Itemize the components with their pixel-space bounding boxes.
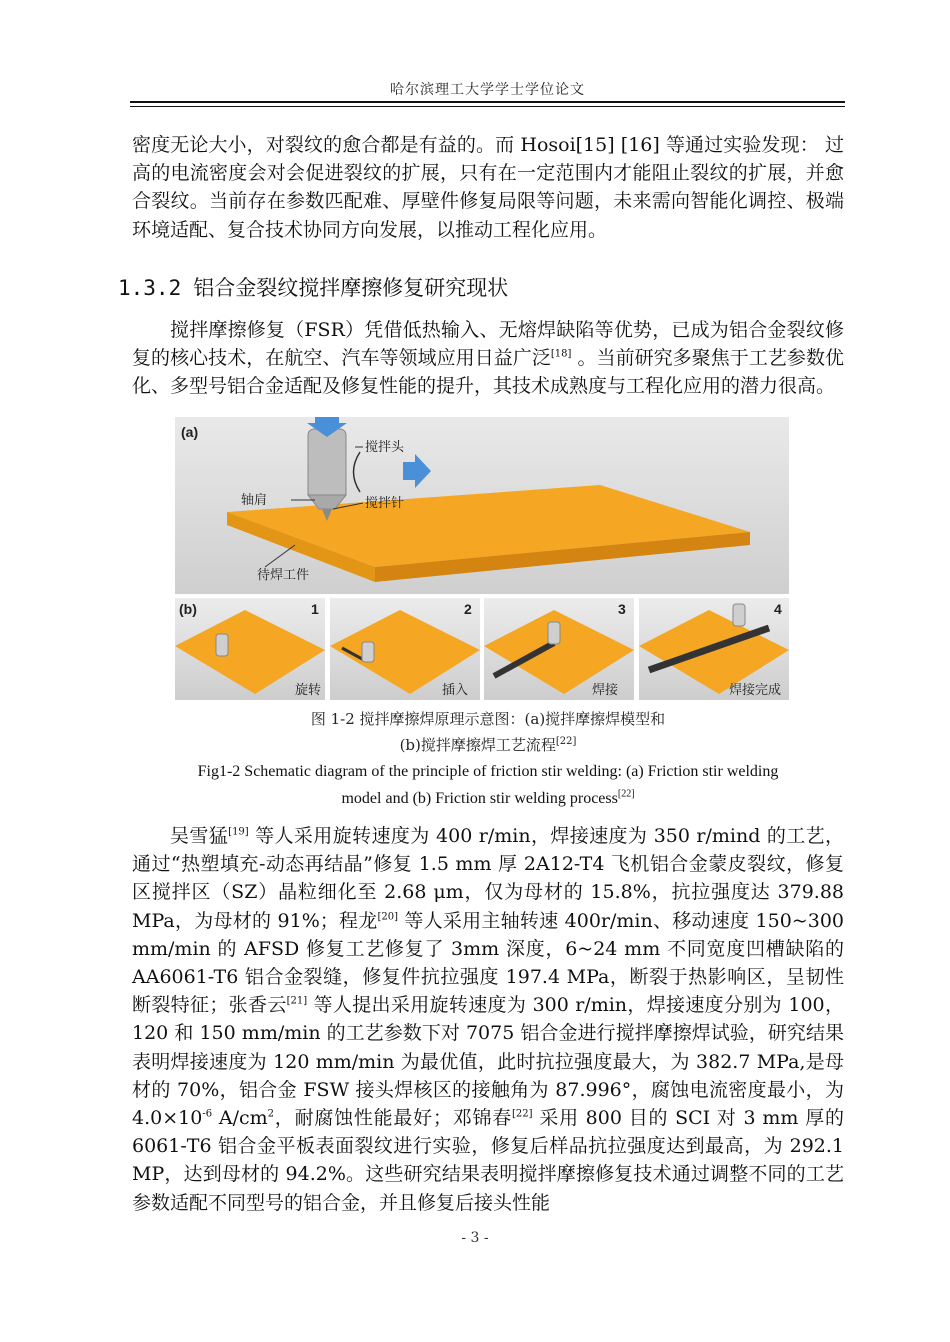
- label-shoulder: 轴肩: [241, 493, 268, 508]
- figure-panel-b: [175, 598, 789, 700]
- step-3-number: 3: [618, 601, 626, 617]
- step-4-plate: [639, 610, 789, 694]
- panel-b-tag: (b): [179, 601, 197, 617]
- caption-zh-line1: 图 1-2 搅拌摩擦焊原理示意图：(a)搅拌摩擦焊模型和: [310, 710, 666, 728]
- caption-en-line1: Fig1-2 Schematic diagram of the principle of friction stir welding: (a) Friction stir welding: [197, 763, 779, 780]
- section-number: 1.3.2: [118, 276, 182, 300]
- step-3-label: 焊接: [592, 683, 619, 698]
- step-2-label: 插入: [442, 683, 469, 698]
- figure-1-2: [175, 417, 789, 700]
- tool-body: [308, 429, 346, 499]
- running-header: 哈尔滨理工大学学士学位论文: [390, 82, 585, 98]
- page-number: - 3 -: [461, 1230, 489, 1246]
- exponent: -6: [202, 1108, 213, 1120]
- figure-panel-a: [175, 417, 789, 594]
- figure-caption-zh: [132, 706, 844, 758]
- citation-22: [22]: [512, 1108, 533, 1120]
- label-pin: 搅拌针: [365, 496, 405, 511]
- unit-square: 2: [267, 1108, 275, 1120]
- p3-text-7: 采用 800 目的 SCI 对 3 mm 厚的 6061-T6 铝合金平板表面裂纹进行实验，修复后样品抗拉强度达到最高，为 292.1 MP，达到母材的 94.2%。这些研究结果表明搅拌摩擦修复技术通过调整不同的工艺参数适配不同型号的铝合金，并且修复后接头性能: [132, 1107, 844, 1214]
- p3-text-1: 吴雪猛: [170, 825, 229, 847]
- step-1-number: 1: [311, 601, 319, 617]
- p3-text-4: 等人提出采用旋转速度为 300 r/min，焊接速度分别为 100，120 和 150 mm/min 的工艺参数下对 7075 铝合金进行搅拌摩擦焊试验，研究结果表明焊接速度为 120 mm/min 为最优值，此时抗拉强度最大，为 382.7 MPa,是母材的 70%，铝合金 FSW 接头焊核区的接触角为 87.996°，腐蚀电流密度最小，为 4.0×10: [132, 994, 844, 1130]
- citation-21: [21]: [286, 995, 308, 1007]
- section-title: 铝合金裂纹搅拌摩擦修复研究现状: [193, 276, 509, 300]
- p3-text-3: 等人采用主轴转速 400r/min、移动速度 150~300 mm/min 的 AFSD 修复工艺修复了 3mm 深度，6~24 mm 不同宽度凹槽缺陷的 AA6061-T6 铝合金裂缝，修复件抗拉强度 197.4 MPa，断裂于热影响区，呈韧性断裂特征；张香云: [132, 909, 844, 1017]
- step-1-tool: [216, 634, 228, 656]
- step-4-label: 焊接完成: [729, 683, 782, 698]
- header-rule-thin: [130, 106, 845, 107]
- paragraph-1: [132, 131, 844, 244]
- section-heading: [118, 272, 508, 302]
- header-rule-thick: [130, 101, 845, 103]
- step-3-tool: [548, 622, 560, 644]
- rotation-arrow-icon: [354, 452, 361, 492]
- citation-18: [18]: [550, 348, 572, 360]
- step-2-number: 2: [464, 601, 472, 617]
- panel-a-tag: (a): [181, 424, 199, 440]
- citation-19: [19]: [228, 826, 249, 838]
- paragraph-3: [132, 822, 844, 1217]
- citation-20: [20]: [377, 911, 399, 923]
- caption-en-line2: model and (b) Friction stir welding process: [341, 790, 618, 807]
- step-2-tool: [362, 642, 374, 662]
- step-4-number: 4: [774, 601, 782, 617]
- paragraph-2-text-a: 搅拌摩擦修复（FSR）凭借低热输入、无熔焊缺陷等优势，已成为铝合金裂纹修复的核心技术，在航空、汽车等领域应用日益广泛: [132, 319, 844, 370]
- p3-text-6: ，耐腐蚀性能最好；邓锦春: [274, 1107, 512, 1130]
- caption-zh-line2: (b)搅拌摩擦焊工艺流程: [399, 736, 556, 754]
- fsw-model-illustration: [175, 417, 789, 594]
- process-step-4: [639, 598, 789, 700]
- label-tool-head: 搅拌头: [365, 440, 405, 455]
- paragraph-2-text-b: 。当前研究多聚焦于工艺参数优化、多型号铝合金适配及修复性能的提升，其技术成熟度与工程化应用的潜力很高。: [132, 347, 844, 398]
- figure-caption-en: [132, 758, 844, 812]
- process-step-2: [330, 598, 480, 700]
- step-4-tool: [733, 604, 745, 626]
- step-2-plate: [330, 610, 480, 694]
- process-step-1: [175, 598, 325, 700]
- caption-en-citation: [22]: [617, 788, 635, 800]
- paragraph-2: [132, 316, 844, 401]
- step-1-plate: [175, 610, 325, 694]
- caption-zh-citation: [22]: [555, 736, 577, 747]
- right-arrow-icon: [403, 454, 431, 488]
- p3-text-5: A/cm: [212, 1107, 268, 1130]
- label-workpiece: 待焊工件: [257, 568, 310, 583]
- p3-text-2: 等人采用旋转速度为 400 r/min，焊接速度为 350 r/mind 的工艺，通过“热塑填充-动态再结晶”修复 1.5 mm 厚 2A12-T4 飞机铝合金蒙皮裂纹，修复区搅拌区（SZ）晶粒细化至 2.68 μm，仅为母材的 15.8%，抗拉强度达 379.88 MPa，为母材的 91%；程龙: [132, 825, 844, 932]
- paragraph-1-text: 密度无论大小，对裂纹的愈合都是有益的。而 Hosoi[15] [16] 等通过实验发现： 过高的电流密度会对会促进裂纹的扩展，只有在一定范围内才能阻止裂纹的扩展，并愈合裂纹。当前存在参数匹配难、厚壁件修复局限等问题，未来需向智能化调控、极端环境适配、复合技术协同方向发展，以推动工程化应用。: [132, 134, 844, 241]
- step-1-label: 旋转: [295, 683, 322, 698]
- process-step-3: [484, 598, 634, 700]
